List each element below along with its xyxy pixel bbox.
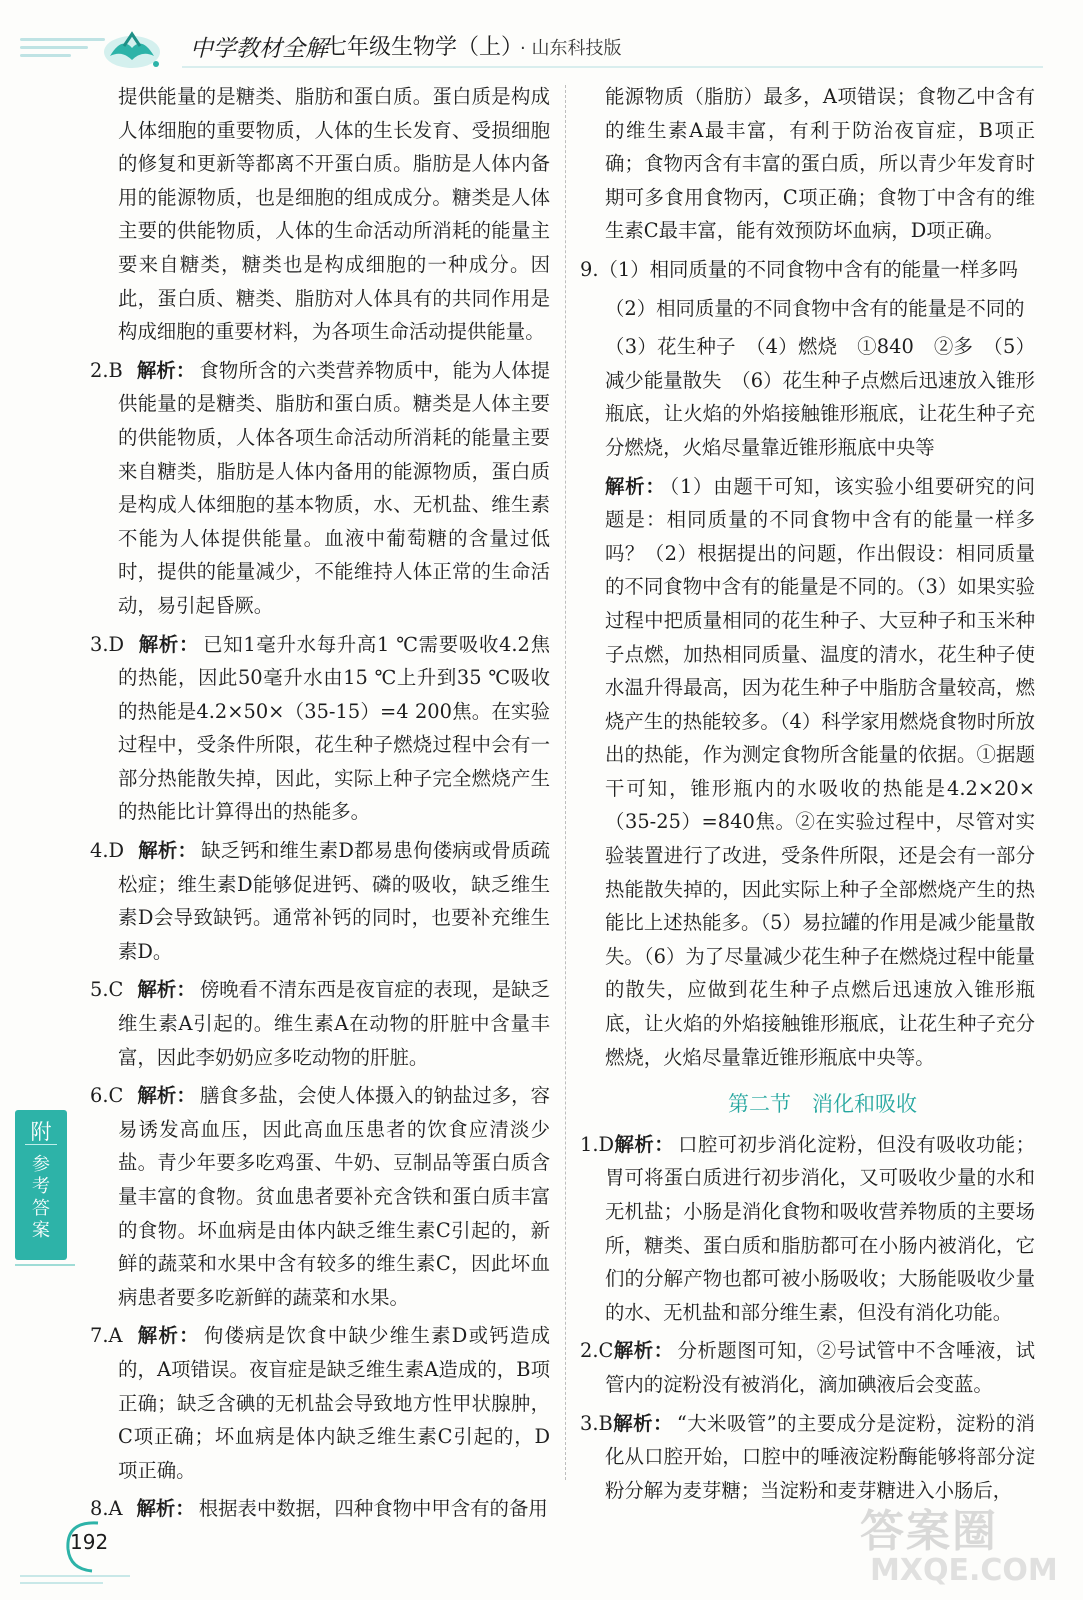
- answer-item-8: 8.A 解析： 根据表中数据，四种食物中甲含有的备用: [90, 1497, 548, 1521]
- answer-9-line3: （3）花生种子 （4）燃烧 ①840 ②多 （5）减少能量散失 （6）花生种子点燃后迅速放入锥形瓶底，让火焰的外焰接触锥形瓶底，让花生种子充分燃烧，火焰尽量靠近锥形瓶底中央等: [605, 335, 1035, 459]
- header-decoration: [20, 38, 105, 62]
- analysis-label: 解析：: [136, 1324, 200, 1348]
- analysis-text: 膳食多盐，会使人体摄入的钠盐过多，容易诱发高血压，因此高血压患者的饮食应清淡少盐。青少年要多吃鸡蛋、牛奶、豆制品等蛋白质含量丰富的食物。贫血患者要补充含铁和蛋白质丰富的食物。坏血病是由体内缺乏维生素C引起的，新鲜的蔬菜和水果中含有较多的维生素C，因此坏血病患者要多吃新鲜的蔬菜和水果。: [118, 1084, 551, 1309]
- answer-item-3: 3.B解析： “大米吸管”的主要成分是淀粉，淀粉的消化从口腔开始，口腔中的唾液淀粉酶能够将部分淀粉分解为麦芽糖；当淀粉和麦芽糖进入小肠后，: [580, 1411, 1036, 1502]
- answer-choice: A: [108, 1324, 123, 1348]
- answer-item-2: 2.B 解析： 食物所含的六类营养物质中，能为人体提供能量的是糖类、脂肪和蛋白质。糖类是人体主要的供能物质，人体各项生命活动所消耗的能量主要来自糖类，脂肪是人体内备用的能源物质，蛋白质是构成人体细胞的基本物质，水、无机盐、维生素不能为人体提供能量。血液中葡萄糖的含量过低时，提供的能量减少，不能维持人体正常的生命活动，易引起昏厥。: [90, 358, 551, 617]
- analysis-label: 解析：: [612, 1411, 673, 1435]
- appendix-side-tab: 附 参 考 答 案: [15, 1110, 67, 1260]
- left-column: [90, 80, 550, 1531]
- answer-item-7: 7.A 解析： 佝偻病是饮食中缺少维生素D或钙造成的，A项错误。夜盲症是缺乏维生素A造成的，B项正确；缺乏含碘的无机盐会导致地方性甲状腺肿，C项正确；坏血病是体内缺乏维生素C引起的，D项正确。: [90, 1324, 551, 1482]
- answer-choice: B: [108, 358, 123, 382]
- analysis-label: 解析：: [136, 1497, 195, 1521]
- analysis-label: 解析：: [614, 1132, 675, 1156]
- answer-item-5: 5.C 解析： 傍晚看不清东西是夜盲症的表现，是缺乏维生素A引起的。维生素A在动物的肝脏中含量丰富，因此李奶奶应多吃动物的肝脏。: [90, 978, 551, 1069]
- book-subject: 七年级生物学（上）: [325, 35, 524, 60]
- page-number: 192: [70, 1530, 109, 1554]
- answer-choice: B: [598, 1411, 613, 1435]
- book-title: 中学教材全解: [190, 36, 328, 62]
- answer-item-1: 1.D解析： 口腔可初步消化淀粉，但没有吸收功能；胃可将蛋白质进行初步消化，又可吸收少量的水和无机盐；小肠是消化食物和吸收营养物质的主要场所，糖类、蛋白质和脂肪都可在小肠内被消化，它们的分解产物也都可被小肠吸收；大肠能吸收少量的水、无机盐和部分维生素，但没有消化功能。: [580, 1132, 1036, 1324]
- analysis-label: 解析：: [136, 358, 196, 382]
- answer-item-9: 9.（1）相同质量的不同食物中含有的能量一样多吗: [580, 257, 1019, 281]
- watermark: 答案圈 MXQE.COM: [860, 1506, 1058, 1588]
- answer-choice: C: [108, 1084, 124, 1108]
- answer-choice: A: [108, 1497, 123, 1521]
- analysis-text: 傍晚看不清东西是夜盲症的表现，是缺乏维生素A引起的。维生素A在动物的肝脏中含量丰富，因此李奶奶应多吃动物的肝脏。: [118, 978, 551, 1069]
- analysis-text: 分析题图可知，②号试管中不含唾液，试管内的淀粉没有被消化，滴加碘液后会变蓝。: [605, 1339, 1036, 1396]
- answer-choice: D: [108, 632, 125, 656]
- answer-choice: C: [108, 978, 124, 1002]
- analysis-text: 口腔可初步消化淀粉，但没有吸收功能；胃可将蛋白质进行初步消化，又可吸收少量的水和无机盐；小肠是消化食物和吸收营养物质的主要场所，糖类、蛋白质和脂肪都可在小肠内被消化，它们的分解产物也都可被小肠吸收；大肠能吸收少量的水、无机盐和部分维生素，但没有消化功能。: [605, 1132, 1036, 1324]
- side-tab-underline: [15, 1264, 75, 1266]
- book-logo-icon: [100, 26, 164, 70]
- answer-choice: D: [598, 1132, 615, 1156]
- answer-item-2: 2.C解析： 分析题图可知，②号试管中不含唾液，试管内的淀粉没有被消化，滴加碘液后会变蓝。: [580, 1339, 1036, 1396]
- answer-choice: C: [598, 1339, 614, 1363]
- column-divider: [565, 85, 566, 1480]
- analysis-text: 根据表中数据，四种食物中甲含有的备用: [198, 1497, 548, 1521]
- analysis-label: 解析：: [137, 978, 196, 1002]
- analysis-label: 解析：: [613, 1339, 674, 1363]
- analysis-label: 解析：: [138, 839, 198, 863]
- analysis-text: 佝偻病是饮食中缺少维生素D或钙造成的，A项错误。夜盲症是缺乏维生素A造成的，B项正确；缺乏含碘的无机盐会导致地方性甲状腺肿，C项正确；坏血病是体内缺乏维生素C引起的，D项正确。: [118, 1324, 551, 1482]
- analysis-text: 食物所含的六类营养物质中，能为人体提供能量的是糖类、脂肪和蛋白质。糖类是人体主要的供能物质，人体各项生命活动所消耗的能量主要来自糖类，脂肪是人体内备用的能源物质，蛋白质是构成人体细胞的基本物质，水、无机盐、维生素不能为人体提供能量。血液中葡萄糖的含量过低时，提供的能量减少，不能维持人体正常的生命活动，易引起昏厥。: [118, 358, 551, 617]
- section-title: 第二节 消化和吸收: [728, 1092, 917, 1117]
- answer-8-continuation: 能源物质（脂肪）最多，A项错误；食物乙中含有的维生素A最丰富，有利于防治夜盲症，B项正确；食物丙含有丰富的蛋白质，所以青少年发育时期可多食用食物丙，C项正确；食物丁中含有的维生素C最丰富，能有效预防坏血病，D项正确。: [605, 85, 1035, 243]
- analysis-label: 解析：: [137, 1084, 196, 1108]
- right-column: [580, 80, 1035, 1512]
- answer-item-3: 3.D 解析： 已知1毫升水每升高1 ℃需要吸收4.2焦的热能，因此50毫升水由15 ℃上升到35 ℃吸收的热能是4.2×50×（35-15）=4 200焦。在实验过程中，受条件所限，花生种子燃烧过程中会有一部分热能散失掉，因此，实际上种子完全燃烧产生的热能比计算得出的热能多。: [90, 632, 551, 824]
- answer-continuation: 提供能量的是糖类、脂肪和蛋白质。蛋白质是构成人体细胞的重要物质，人体的生长发育、受损细胞的修复和更新等都离不开蛋白质。脂肪是人体内备用的能源物质，也是细胞的组成成分。糖类是人体主要的供能物质，人体的生命活动所消耗的能量主要来自糖类，糖类也是构成细胞的一种成分。因此，蛋白质、糖类、脂肪对人体具有的共同作用是构成细胞的重要材料，为各项生命活动提供能量。: [118, 85, 550, 344]
- answer-9-line2: （2）相同质量的不同食物中含有的能量是不同的: [605, 296, 1025, 320]
- side-tab-label: 参 考 答 案: [32, 1154, 50, 1241]
- answer-item-4: 4.D 解析： 缺乏钙和维生素D都易患佝偻病或骨质疏松症；维生素D能够促进钙、磷的吸收，缺乏维生素D会导致缺钙。通常补钙的同时，也要补充维生素D。: [90, 839, 551, 963]
- analysis-label: 解析：: [138, 632, 200, 656]
- book-edition: · 山东科技版: [520, 38, 622, 59]
- page-header: [0, 0, 1083, 80]
- answer-9-analysis: 解析： （1）由题干可知，该实验小组要研究的问题是：相同质量的不同食物中含有的能量一样多吗？（2）根据提出的问题，作出假设：相同质量的不同食物中含有的能量是不同的。（3）如果实验过程中把质量相同的花生种子、大豆种子和玉米种子点燃，加热相同质量、温度的清水，花生种子使水温升得最高，因为花生种子中脂肪含量较高，燃烧产生的热能较多。（4）科学家用燃烧食物时所放出的热能，作为测定食物所含能量的依据。①据题干可知，锥形瓶内的水吸收的热能是4.2×20×（35-25）=840焦。②在实验过程中，尽管对实验装置进行了改进，受条件所限，还是会有一部分热能散失掉的，因此实际上种子全部燃烧产生的热能比上述热能多。（5）易拉罐的作用是减少能量散失。（6）为了尽量减少花生种子在燃烧过程中能量的散失，应做到花生种子点燃后迅速放入锥形瓶底，让火焰的外焰接触锥形瓶底，让花生种子充分燃烧，火焰尽量靠近锥形瓶底中央等。: [605, 474, 1035, 1069]
- answer-choice: D: [108, 839, 125, 863]
- analysis-text: 已知1毫升水每升高1 ℃需要吸收4.2焦的热能，因此50毫升水由15 ℃上升到35 ℃吸收的热能是4.2×50×（35-15）=4 200焦。在实验过程中，受条件所限，花生种子燃烧过程中会有一部分热能散失掉，因此，实际上种子完全燃烧产生的热能比计算得出的热能多。: [118, 632, 551, 824]
- analysis-text: 缺乏钙和维生素D都易患佝偻病或骨质疏松症；维生素D能够促进钙、磷的吸收，缺乏维生素D会导致缺钙。通常补钙的同时，也要补充维生素D。: [118, 839, 551, 963]
- footer-decoration: [20, 1575, 130, 1589]
- analysis-text: “大米吸管”的主要成分是淀粉，淀粉的消化从口腔开始，口腔中的唾液淀粉酶能够将部分淀粉分解为麦芽糖；当淀粉和麦芽糖进入小肠后，: [605, 1411, 1036, 1502]
- header-rule: [182, 66, 1043, 68]
- answer-item-6: 6.C 解析： 膳食多盐，会使人体摄入的钠盐过多，容易诱发高血压，因此高血压患者的饮食应清淡少盐。青少年要多吃鸡蛋、牛奶、豆制品等蛋白质含量丰富的食物。贫血患者要补充含铁和蛋白质丰富的食物。坏血病是由体内缺乏维生素C引起的，新鲜的蔬菜和水果中含有较多的维生素C，因此坏血病患者要多吃新鲜的蔬菜和水果。: [90, 1084, 551, 1309]
